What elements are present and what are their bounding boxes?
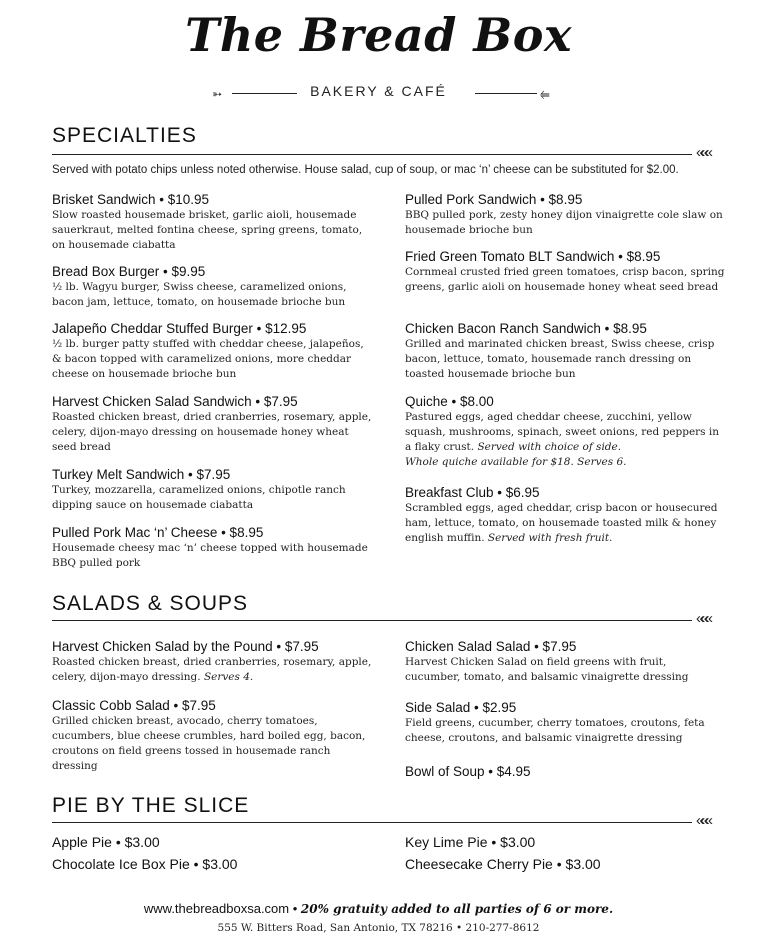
menu-item — [52, 191, 372, 253]
item-desc: Turkey, mozzarella, caramelized onions, chipotle ranch dipping sauce on housemade ciabatta — [52, 484, 346, 511]
item-desc — [52, 655, 372, 685]
logo-title: The Bread Box — [185, 8, 572, 62]
arrow-right-icon: ➳ — [212, 87, 223, 101]
menu-item — [52, 393, 372, 455]
item-desc-note: Served with fresh fruit. — [487, 532, 613, 544]
item-name: Turkey Melt Sandwich • $7.95 — [52, 467, 231, 482]
pie-item: Apple Pie • $3.00 — [52, 834, 160, 850]
menu-item — [405, 699, 725, 746]
section-rule — [52, 822, 692, 823]
menu-item — [405, 393, 725, 470]
website-link[interactable]: www.thebreadboxsa.com • — [143, 901, 298, 916]
pie-item: Key Lime Pie • $3.00 — [405, 834, 536, 850]
gratuity-note: 20% gratuity added to all parties of 6 or more. — [300, 902, 614, 916]
specialties-note: Served with potato chips unless noted otherwise. House salad, cup of soup, or mac ‘n’ cheese can be substituted for $2.00. — [52, 164, 679, 176]
footer-address: 555 W. Bitters Road, San Antonio, TX 78216 • 210-277-8612 — [217, 922, 540, 934]
item-name: Pulled Pork Mac ‘n’ Cheese • $8.95 — [52, 525, 264, 540]
item-name: Chicken Salad Salad • $7.95 — [405, 639, 577, 654]
item-desc: BBQ pulled pork, zesty honey dijon vinaigrette cole slaw on housemade brioche bun — [405, 209, 723, 236]
item-name: Pulled Pork Sandwich • $8.95 — [405, 192, 583, 207]
item-name: Jalapeño Cheddar Stuffed Burger • $12.95 — [52, 321, 307, 336]
menu-item — [52, 697, 372, 774]
section-title-pie: PIE BY THE SLICE — [52, 794, 250, 817]
item-name: Harvest Chicken Salad by the Pound • $7.95 — [52, 639, 319, 654]
item-name: Breakfast Club • $6.95 — [405, 485, 540, 500]
item-name: Classic Cobb Salad • $7.95 — [52, 698, 216, 713]
item-name: Bowl of Soup • $4.95 — [405, 764, 531, 779]
item-desc: Field greens, cucumber, cherry tomatoes, croutons, feta cheese, croutons, and balsamic vinaigrette dressing — [405, 717, 705, 744]
item-desc: Grilled chicken breast, avocado, cherry tomatoes, cucumbers, blue cheese crumbles, hard boiled egg, bacon, croutons on field greens tossed in housemade ranch dressing — [52, 715, 366, 772]
footer-line — [0, 901, 757, 916]
item-desc: Grilled and marinated chicken breast, Swiss cheese, crisp bacon, lettuce, tomato, housemade ranch dressing on toasted housemade brioche bun — [405, 338, 715, 380]
item-desc: ½ lb. burger patty stuffed with cheddar cheese, jalapeños, & bacon topped with caramelized onions, more cheddar cheese on housemade brioche bun — [52, 338, 364, 380]
item-desc: Slow roasted housemade brisket, garlic aioli, housemade sauerkraut, melted fontina cheese, spring greens, tomato, on housemade ciabatta — [52, 209, 363, 251]
arrow-fletching-icon: ««« — [696, 610, 710, 627]
menu-item — [52, 524, 372, 571]
item-name: Brisket Sandwich • $10.95 — [52, 192, 210, 207]
item-desc-text: Pastured eggs, aged cheddar cheese, zucchini, yellow squash, mushrooms, spinach, sweet onions, red peppers in a flaky crust. — [405, 411, 720, 453]
menu-item — [52, 320, 372, 382]
menu-item — [405, 248, 725, 295]
item-name: Side Salad • $2.95 — [405, 700, 517, 715]
item-desc: Housemade cheesy mac ‘n’ cheese topped with housemade BBQ pulled pork — [52, 542, 368, 569]
section-rule — [52, 154, 692, 155]
menu-item — [405, 638, 725, 685]
pie-item: Cheesecake Cherry Pie • $3.00 — [405, 856, 601, 872]
menu-item — [405, 484, 725, 546]
menu-item — [405, 763, 725, 780]
item-desc — [405, 410, 725, 470]
menu-item — [52, 466, 372, 513]
item-name: Fried Green Tomato BLT Sandwich • $8.95 — [405, 249, 661, 264]
item-desc: Cornmeal crusted fried green tomatoes, crisp bacon, spring greens, garlic aioli on housemade honey wheat seed bread — [405, 266, 725, 293]
item-name: Quiche • $8.00 — [405, 394, 494, 409]
menu-item — [405, 320, 725, 382]
arrow-fletching-icon: ««« — [696, 812, 710, 829]
item-desc — [405, 501, 725, 546]
tagline-row — [0, 83, 757, 105]
item-desc-note: Serves 4. — [203, 671, 254, 683]
section-title-specialties: SPECIALTIES — [52, 124, 197, 147]
item-name: Bread Box Burger • $9.95 — [52, 264, 206, 279]
item-desc-note: Served with choice of side. — [477, 441, 622, 453]
item-desc: ½ lb. Wagyu burger, Swiss cheese, caramelized onions, bacon jam, lettuce, tomato, on housemade brioche bun — [52, 281, 347, 308]
arrow-fletching-icon: ««« — [696, 144, 710, 161]
arrow-left-icon: ⥢ — [540, 87, 550, 101]
menu-item — [52, 638, 372, 685]
item-desc-text: Scrambled eggs, aged cheddar, crisp bacon or housecured ham, lettuce, tomato, on housemade toasted milk & honey english muffin. — [405, 502, 718, 544]
divider — [475, 93, 537, 94]
section-title-salads: SALADS & SOUPS — [52, 592, 249, 615]
section-rule — [52, 620, 692, 621]
item-desc: Roasted chicken breast, dried cranberries, rosemary, apple, celery, dijon-mayo dressing on housemade honey wheat seed bread — [52, 411, 372, 453]
menu-item — [52, 263, 372, 310]
menu-item — [405, 191, 725, 238]
item-desc-note: Whole quiche available for $18. Serves 6. — [405, 456, 627, 468]
item-name: Harvest Chicken Salad Sandwich • $7.95 — [52, 394, 298, 409]
tagline: BAKERY & CAFÉ — [310, 83, 447, 99]
item-name: Chicken Bacon Ranch Sandwich • $8.95 — [405, 321, 647, 336]
item-desc: Harvest Chicken Salad on field greens with fruit, cucumber, tomato, and balsamic vinaigrette dressing — [405, 656, 689, 683]
pie-item: Chocolate Ice Box Pie • $3.00 — [52, 856, 238, 872]
item-desc-text: Roasted chicken breast, dried cranberries, rosemary, apple, celery, dijon-mayo dressing. — [52, 656, 372, 683]
